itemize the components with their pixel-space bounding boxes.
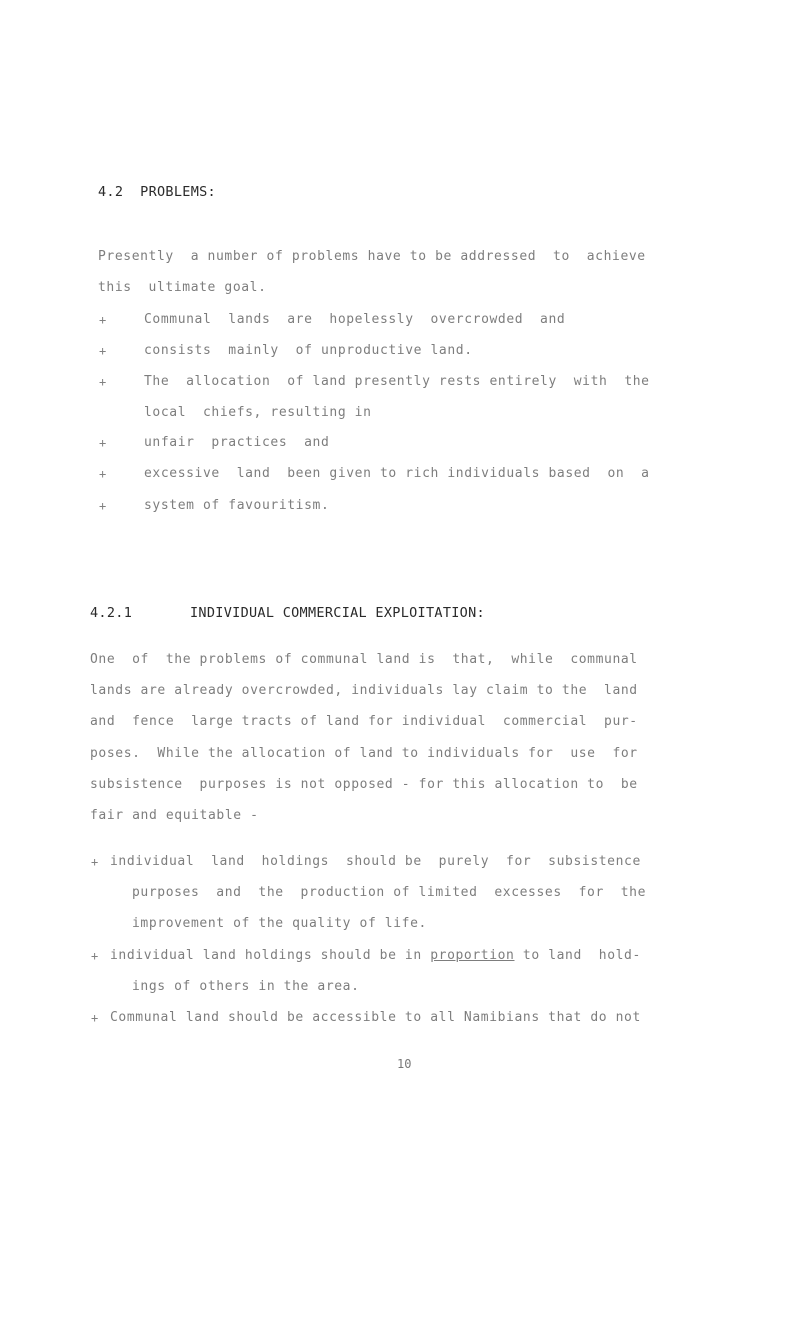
point-line: individual land holdings should be purely for subsistence [110,854,641,869]
bullet-marker: + [99,375,107,389]
intro-line-1: Presently a number of problems have to be addressed to achieve [98,249,646,264]
problem-bullet: excessive land been given to rich individuals based on a [144,466,650,481]
point-text: to land hold- [514,948,641,963]
problem-bullet: system of favouritism. [144,498,330,513]
problem-bullet: consists mainly of unproductive land. [144,343,473,358]
section-heading-problems: 4.2 PROBLEMS: [98,184,216,200]
bullet-marker: + [91,855,99,869]
paragraph-line: and fence large tracts of land for individual commercial pur- [90,714,638,729]
intro-line-2: this ultimate goal. [98,280,267,295]
problem-bullet: Communal lands are hopelessly overcrowded and [144,312,566,327]
section-number: 4.2.1 [90,605,133,621]
paragraph-line: poses. While the allocation of land to individuals for use for [90,746,638,761]
bullet-marker: + [91,1011,99,1025]
bullet-marker: + [99,313,107,327]
paragraph-line: fair and equitable - [90,808,259,823]
point-continuation: improvement of the quality of life. [132,916,427,931]
point-continuation: purposes and the production of limited excesses for the [132,885,647,900]
point-line: Communal land should be accessible to all Namibians that do not [110,1010,641,1025]
bullet-marker: + [91,949,99,963]
problem-bullet-continuation: local chiefs, resulting in [144,405,372,420]
section-heading-exploitation: INDIVIDUAL COMMERCIAL EXPLOITATION: [190,605,485,621]
problem-bullet: unfair practices and [144,435,330,450]
point-continuation: ings of others in the area. [132,979,360,994]
point-line [110,948,641,963]
underlined-word: proportion [430,948,515,963]
bullet-marker: + [99,499,107,513]
point-text: individual land holdings should be in [110,948,431,963]
paragraph-line: One of the problems of communal land is that, while communal [90,652,638,667]
bullet-marker: + [99,344,107,358]
paragraph-line: subsistence purposes is not opposed - for this allocation to be [90,777,638,792]
paragraph-line: lands are already overcrowded, individuals lay claim to the land [90,683,638,698]
problem-bullet: The allocation of land presently rests entirely with the [144,374,650,389]
page-number: 10 [397,1057,412,1071]
bullet-marker: + [99,436,107,450]
bullet-marker: + [99,467,107,481]
